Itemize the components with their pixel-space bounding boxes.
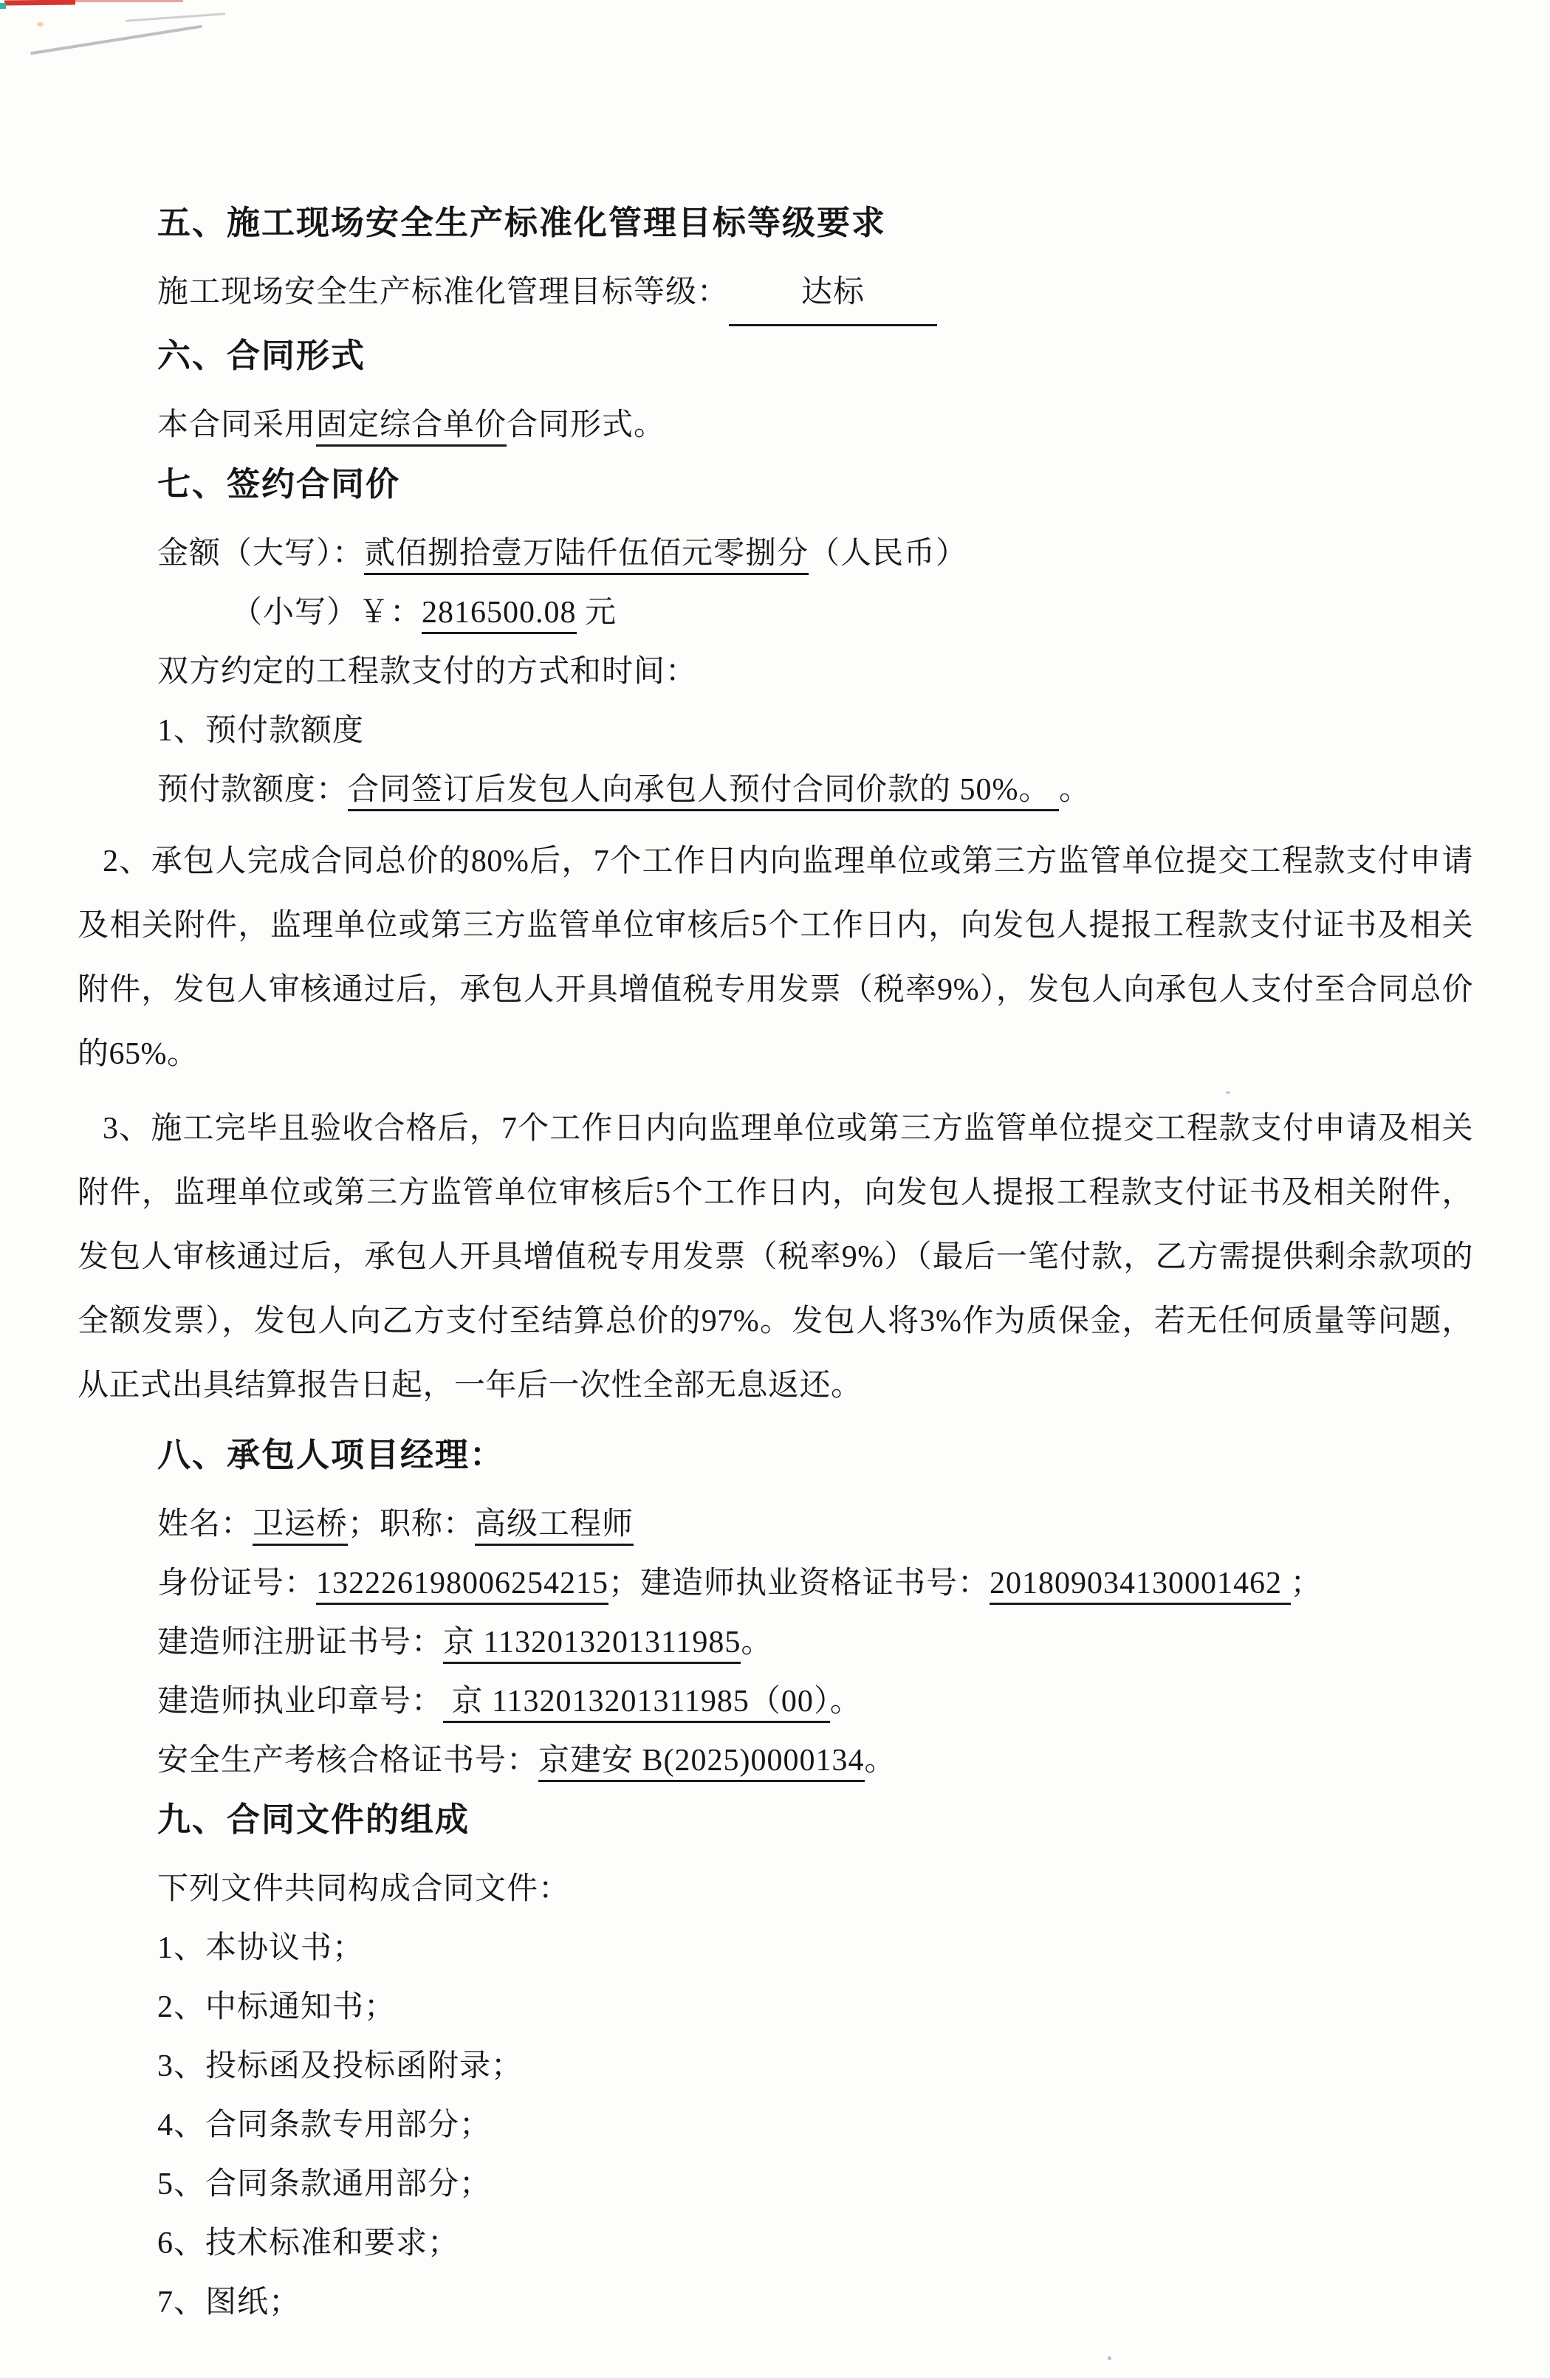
list-item-7 xyxy=(78,2273,1473,2332)
list-item-4 xyxy=(78,2096,1473,2155)
text-run: 九、合同文件的组成 xyxy=(157,1801,470,1838)
filled-in-value: 京建安 B(2025)0000134 xyxy=(538,1744,865,1782)
text-run: 6、技术标准和要求； xyxy=(157,2226,460,2260)
heading-section-9 xyxy=(78,1790,1473,1849)
field-safety-assessment-cert xyxy=(78,1731,1473,1790)
text-run: 五、施工现场安全生产标准化管理目标等级要求 xyxy=(157,204,887,241)
filled-in-value: 京 1132013201311985（00） xyxy=(443,1685,830,1723)
field-amount-numeric xyxy=(78,583,1473,642)
line-advance-title xyxy=(78,701,1473,760)
text-run: 5、合同条款通用部分； xyxy=(157,2167,492,2201)
text-run: 姓名： xyxy=(157,1507,253,1541)
text-run: 元 xyxy=(576,596,617,630)
text-run: 七、签约合同价 xyxy=(157,465,401,503)
heading-section-7 xyxy=(78,455,1473,514)
text-run: 建造师注册证书号： xyxy=(157,1626,444,1660)
text-run: 3、施工完毕且验收合格后，7个工作日内向监理单位或第三方监管单位提交工程款支付申请及相关附件，监理单位或第三方监管单位审核后5个工作日内，向发包人提报工程款支付证书及相关附件，发包人审核通过后，承包人开具增值税专用发票（税率9%）（最后一笔付款，乙方需提供剩余款项的全额发票），发包人向乙方支付至结算总价的97%。发包人将3%作为质保金，若无任何质量等问题，从正式出具结算报告日起，一年后一次性全部无息返还。 xyxy=(78,1112,1473,1403)
field-contract-form xyxy=(78,396,1473,455)
text-run: （人民币） xyxy=(809,537,968,571)
text-run: 八、承包人项目经理： xyxy=(157,1436,505,1473)
scan-artifact-teal-mark xyxy=(0,3,6,9)
scan-speck xyxy=(1108,2356,1111,2360)
text-run: 本合同采用 xyxy=(157,408,317,442)
text-run: 。 xyxy=(1059,773,1091,807)
text-run: 。 xyxy=(829,1685,862,1719)
scan-artifact-red-line-2 xyxy=(72,0,183,2)
line-payment-intro xyxy=(78,642,1473,701)
text-run: ；职称： xyxy=(348,1507,476,1541)
text-run: 下列文件共同构成合同文件： xyxy=(157,1872,571,1906)
paragraph-payment-3 xyxy=(78,1097,1473,1418)
field-safety-standard-level xyxy=(78,263,1473,326)
filled-in-value: 固定综合单价 xyxy=(316,408,507,447)
field-advance-ratio xyxy=(78,760,1473,819)
text-run: 预付款额度： xyxy=(157,773,349,807)
filled-in-value: 132226198006254215 xyxy=(316,1566,608,1605)
text-run: 六、合同形式 xyxy=(157,337,366,374)
filled-in-value: 201809034130001462 xyxy=(990,1566,1291,1605)
text-run: ；建造师执业资格证书号： xyxy=(608,1566,990,1600)
heading-section-5 xyxy=(78,193,1473,252)
field-manager-name-title xyxy=(78,1495,1473,1554)
text-run: 建造师执业印章号： xyxy=(157,1685,444,1719)
text-run: （小写）￥： xyxy=(231,596,422,630)
filled-in-value: 达标 xyxy=(729,263,937,326)
list-item-2 xyxy=(78,1978,1473,2037)
filled-in-value: 京 1132013201311985 xyxy=(443,1626,741,1664)
text-run: 1、预付款额度 xyxy=(157,714,365,748)
scan-artifact-red-line xyxy=(4,0,75,6)
text-run: 4、合同条款专用部分； xyxy=(157,2108,492,2142)
filled-in-value: 卫运桥 xyxy=(253,1507,348,1546)
text-run: 双方约定的工程款支付的方式和时间： xyxy=(157,655,698,689)
filled-in-value: 2816500.08 xyxy=(422,596,577,634)
text-run: 合同形式。 xyxy=(507,408,666,442)
scan-artifact-orange-dot xyxy=(37,22,44,27)
text-run: 3、投标函及投标函附录； xyxy=(157,2049,524,2083)
text-run: 安全生产考核合格证书号： xyxy=(157,1744,539,1778)
text-run: 2、中标通知书； xyxy=(157,1990,397,2024)
field-practice-seal xyxy=(78,1672,1473,1731)
text-run: 2、承包人完成合同总价的80%后，7个工作日内向监理单位或第三方监管单位提交工程款支付申请及相关附件，监理单位或第三方监管单位审核后5个工作日内，向发包人提报工程款支付证书及相关附件，发包人审核通过后，承包人开具增值税专用发票（税率9%），发包人向承包人支付至合同总价的65%。 xyxy=(78,845,1473,1071)
document-content xyxy=(78,193,1473,2332)
text-run: 7、图纸； xyxy=(157,2286,301,2319)
scan-artifact-gray-streak-2 xyxy=(126,13,225,21)
list-item-1 xyxy=(78,1919,1473,1978)
heading-section-6 xyxy=(78,326,1473,385)
text-run: ； xyxy=(1290,1566,1323,1600)
field-id-and-qualification xyxy=(78,1554,1473,1613)
line-docs-intro xyxy=(78,1860,1473,1919)
filled-in-value: 高级工程师 xyxy=(475,1507,634,1546)
text-run: 金额（大写）： xyxy=(157,537,365,571)
text-run: 1、本协议书； xyxy=(157,1931,365,1965)
list-item-3 xyxy=(78,2037,1473,2096)
list-item-6 xyxy=(78,2214,1473,2273)
paragraph-payment-2 xyxy=(78,830,1473,1087)
filled-in-value: 合同签订后发包人向承包人预付合同价款的 50%。 xyxy=(348,773,1059,811)
list-item-5 xyxy=(78,2155,1473,2214)
filled-in-value: 贰佰捌拾壹万陆仟伍佰元零捌分 xyxy=(364,537,809,575)
text-run: 施工现场安全生产标准化管理目标等级： xyxy=(157,275,730,309)
scan-artifact-gray-streak xyxy=(30,25,202,55)
field-registration-cert xyxy=(78,1613,1473,1672)
text-run: 。 xyxy=(864,1744,896,1778)
text-run: 身份证号： xyxy=(157,1566,317,1600)
field-amount-capital xyxy=(78,524,1473,583)
text-run: 。 xyxy=(741,1626,773,1660)
heading-section-8 xyxy=(78,1425,1473,1485)
